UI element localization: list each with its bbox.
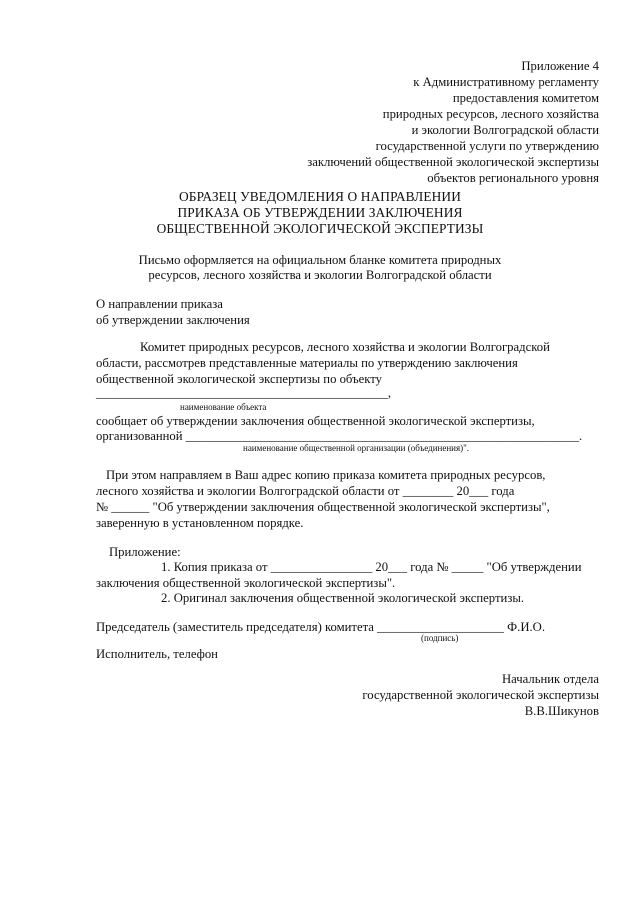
blank-note-line: Письмо оформляется на официальном бланке комитета природных	[138, 253, 502, 267]
paragraph-line: заверенную в установленном порядке.	[96, 516, 304, 530]
paragraph-line: Комитет природных ресурсов, лесного хозяйства и экологии Волгоградской	[140, 340, 550, 354]
paragraph-line: При этом направляем в Ваш адрес копию приказа комитета природных ресурсов,	[106, 468, 546, 482]
attachment-item-continuation: заключения общественной экологической экспертизы".	[96, 576, 396, 590]
subject-line: об утверждении заключения	[96, 313, 250, 327]
blank-note-line: ресурсов, лесного хозяйства и экологии Волгоградской области	[148, 268, 492, 282]
object-name-blank: ______________________________________________,	[96, 386, 391, 400]
footer-line: государственной экологической экспертизы	[362, 688, 599, 702]
appendix-line: Приложение 4	[521, 59, 599, 73]
paragraph-line: общественной экологической экспертизы по объекту	[96, 372, 382, 386]
appendix-line: заключений общественной экологической экспертизы	[307, 155, 599, 169]
title-line: ОБЩЕСТВЕННОЙ ЭКОЛОГИЧЕСКОЙ ЭКСПЕРТИЗЫ	[156, 221, 484, 236]
attachment-item: 2. Оригинал заключения общественной экологической экспертизы.	[161, 591, 525, 605]
executor-line: Исполнитель, телефон	[96, 647, 218, 661]
subject-line: О направлении приказа	[96, 297, 223, 311]
footer-line: В.В.Шикунов	[524, 704, 599, 718]
appendix-line: природных ресурсов, лесного хозяйства	[382, 107, 599, 121]
footer-line: Начальник отдела	[501, 672, 599, 686]
organization-caption: наименование общественной организации (объединения)".	[243, 443, 470, 453]
signature-line: Председатель (заместитель председателя) комитета ____________________ Ф.И.О.	[96, 620, 546, 634]
title-line: ОБРАЗЕЦ УВЕДОМЛЕНИЯ О НАПРАВЛЕНИИ	[179, 189, 461, 204]
appendix-line: объектов регионального уровня	[427, 171, 599, 185]
paragraph-line: сообщает об утверждении заключения общественной экологической экспертизы,	[96, 414, 535, 428]
object-name-caption: наименование объекта	[180, 402, 267, 412]
title-line: ПРИКАЗА ОБ УТВЕРЖДЕНИИ ЗАКЛЮЧЕНИЯ	[177, 205, 463, 220]
appendix-line: государственной услуги по утверждению	[375, 139, 599, 153]
attachment-item: 1. Копия приказа от ________________ 20___ года № _____ "Об утверждении	[161, 560, 582, 574]
appendix-line: и экологии Волгоградской области	[411, 123, 599, 137]
attachment-heading: Приложение:	[109, 545, 181, 559]
organization-blank: организованной ______________________________________________________________.	[96, 429, 583, 443]
paragraph-line: лесного хозяйства и экологии Волгоградской области от ________ 20___ года	[96, 484, 515, 498]
signature-caption: (подпись)	[421, 633, 459, 643]
paragraph-line: области, рассмотрев представленные материалы по утверждению заключения	[96, 356, 518, 370]
appendix-line: к Административному регламенту	[413, 75, 599, 89]
appendix-line: предоставления комитетом	[452, 91, 599, 105]
paragraph-line: № ______ "Об утверждении заключения общественной экологической экспертизы",	[96, 500, 550, 514]
